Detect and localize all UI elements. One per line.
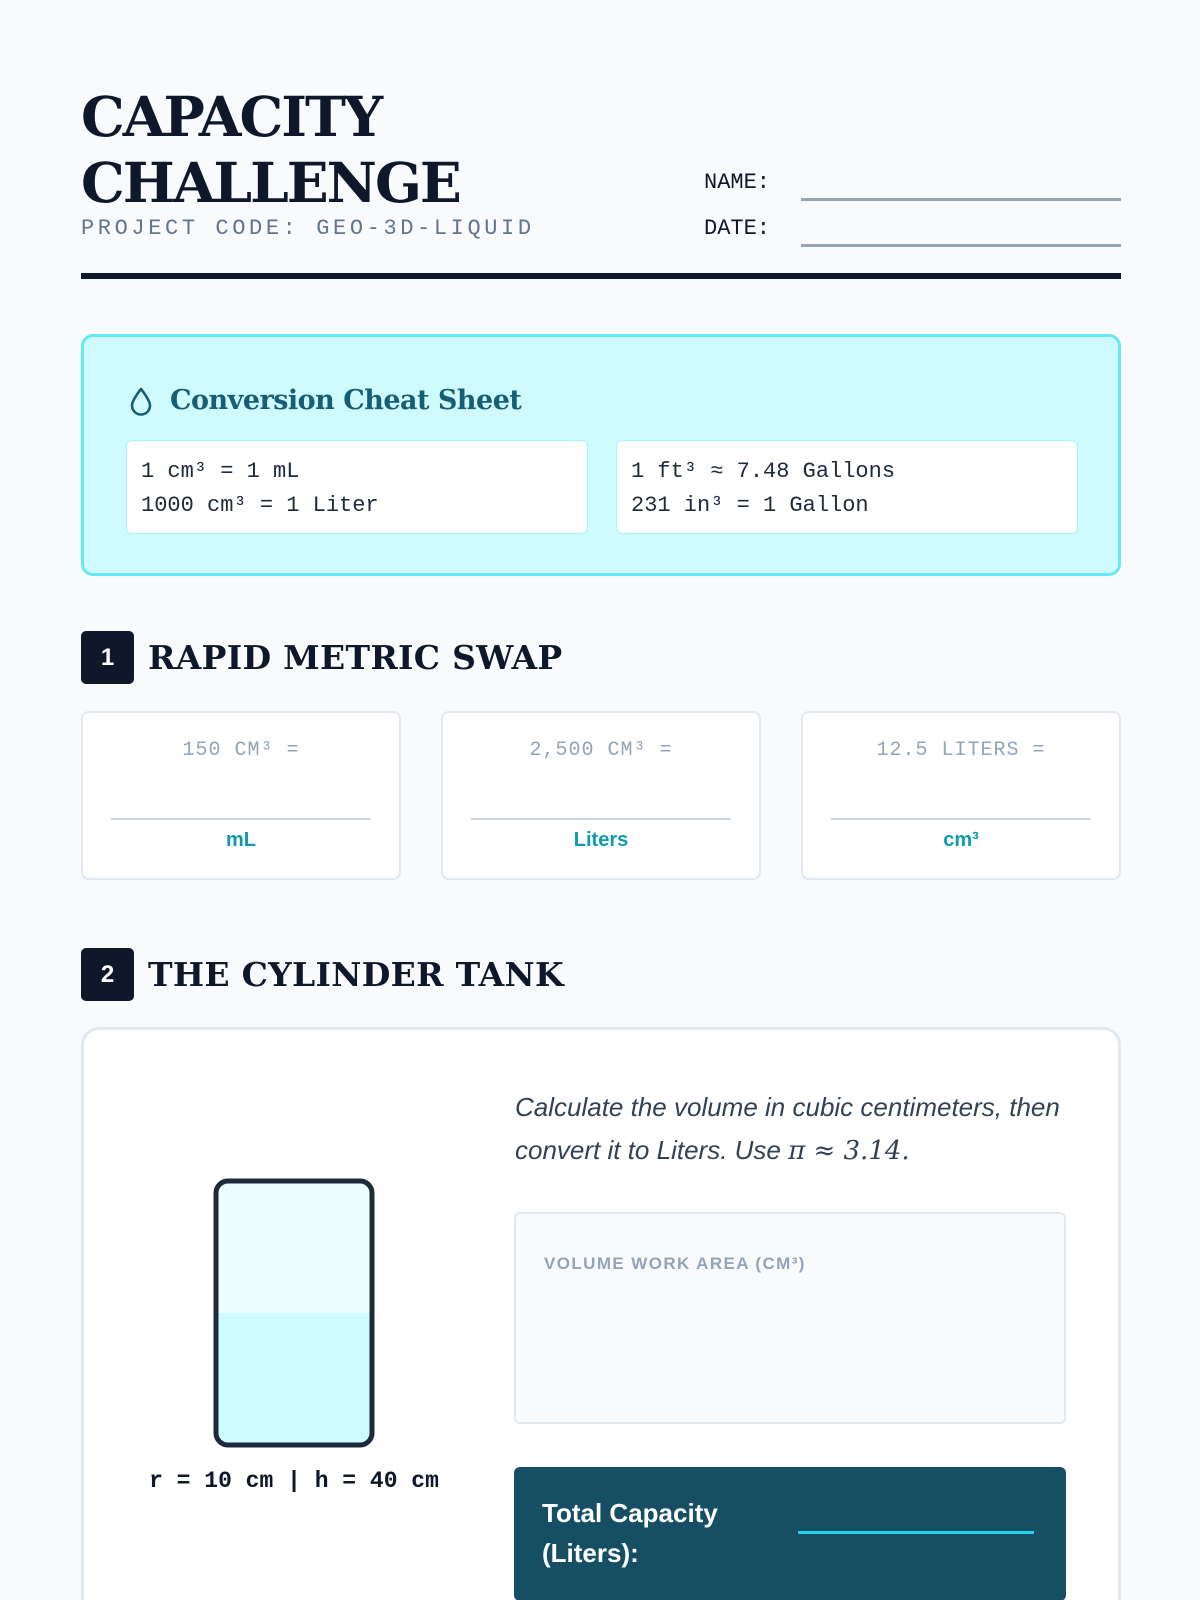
section-2-header	[81, 948, 564, 1001]
page-title	[81, 84, 460, 216]
instructions-text: Calculate the volume in cubic centimeters, then convert it to Liters. Use	[515, 1092, 1060, 1165]
conversion-line: 1 ft³ ≈ 7.48 Gallons	[631, 459, 896, 484]
project-code: PROJECT CODE: GEO-3D-LIQUID	[81, 216, 535, 241]
title-line-1: CAPACITY	[81, 84, 382, 149]
name-answer-line[interactable]	[801, 198, 1121, 201]
conversion-line: 1000 cm³ = 1 Liter	[141, 493, 379, 518]
cheat-sheet-title: Conversion Cheat Sheet	[170, 385, 522, 416]
answer-line[interactable]	[471, 818, 731, 820]
swap-card	[81, 711, 401, 880]
swap-card	[441, 711, 761, 880]
answer-line[interactable]	[831, 818, 1091, 820]
answer-unit: cm³	[943, 829, 979, 851]
metric-conversions	[126, 440, 588, 534]
answer-unit: mL	[226, 829, 256, 851]
date-answer-line[interactable]	[801, 244, 1121, 247]
section-title: RAPID METRIC SWAP	[148, 638, 563, 677]
swap-prompt: 2,500 CM³ =	[529, 739, 673, 762]
section-title: THE CYLINDER TANK	[148, 955, 564, 994]
section-1-header	[81, 631, 563, 684]
name-field	[704, 170, 1121, 200]
title-line-2: CHALLENGE	[81, 150, 460, 215]
volume-work-area[interactable]	[514, 1212, 1066, 1424]
name-label: NAME:	[704, 170, 771, 195]
tank-liquid	[213, 1313, 375, 1448]
cylinder-dimensions: r = 10 cm | h = 40 cm	[149, 1468, 439, 1494]
droplet-icon	[128, 386, 154, 416]
total-capacity-answer-line[interactable]	[798, 1531, 1034, 1534]
worksheet-page	[81, 0, 1121, 1600]
section-number-badge: 1	[81, 631, 134, 684]
conversion-line: 231 in³ = 1 Gallon	[631, 493, 869, 518]
swap-card	[801, 711, 1121, 880]
work-area-label: VOLUME WORK AREA (CM³)	[544, 1254, 806, 1273]
answer-unit: Liters	[573, 829, 629, 851]
total-capacity-box	[514, 1467, 1066, 1600]
swap-prompt: 150 CM³ =	[182, 739, 300, 762]
swap-prompt: 12.5 LITERS =	[876, 739, 1046, 762]
total-capacity-label: Total Capacity (Liters):	[542, 1498, 718, 1568]
answer-line[interactable]	[111, 818, 371, 820]
cheat-sheet-header	[128, 385, 521, 416]
date-label: DATE:	[704, 216, 771, 241]
cylinder-instructions	[515, 1086, 1095, 1173]
date-field	[704, 216, 1121, 246]
pi-approximation: π ≈ 3.14.	[788, 1136, 910, 1166]
header-divider	[81, 273, 1121, 279]
section-number-badge: 2	[81, 948, 134, 1001]
imperial-conversions	[616, 440, 1078, 534]
conversion-line: 1 cm³ = 1 mL	[141, 459, 300, 484]
cylinder-problem-card	[81, 1027, 1121, 1600]
conversion-cheat-sheet	[81, 334, 1121, 576]
cylinder-tank-illustration	[213, 1178, 375, 1448]
